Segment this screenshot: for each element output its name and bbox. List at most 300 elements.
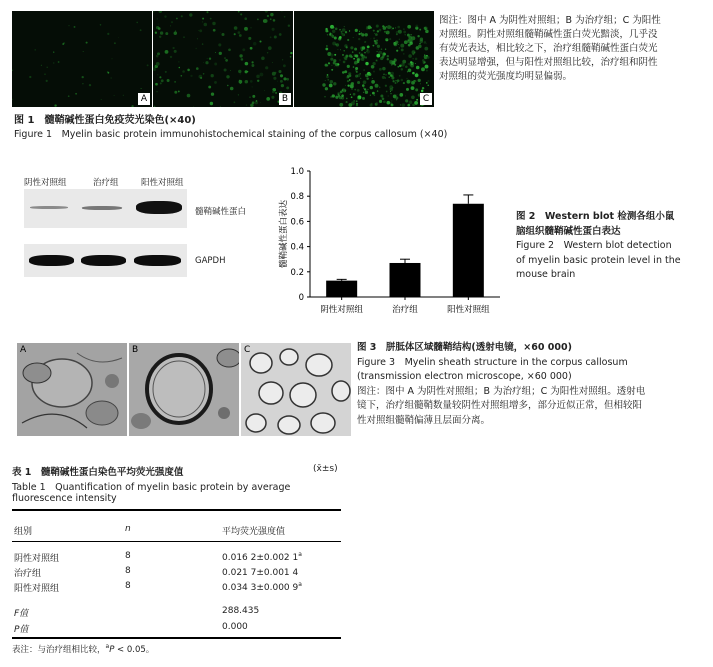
fluorescence-speck [413,80,415,82]
fluorescence-speck [352,51,353,52]
fluorescence-speck [353,58,355,60]
table-cell: 阳性对照组 [14,584,60,594]
fluorescence-speck [178,61,179,62]
fluorescence-speck [413,58,414,59]
fluorescence-speck [396,97,399,100]
fluorescence-speck [400,44,404,48]
fluorescence-speck [363,88,364,89]
fluorescence-speck [428,85,429,86]
fluorescence-speck [234,26,238,30]
fluorescence-speck [82,83,83,84]
fluorescence-speck [332,27,334,29]
fluorescence-speck [47,67,48,68]
fluorescence-speck [159,76,161,78]
table-header: 平均荧光强度值 [222,527,286,537]
fluorescence-speck [364,70,365,71]
fluorescence-speck [379,68,382,71]
note-line: 图注：图中 A 为阴性对照组；B 为治疗组；C 为阳性 [439,15,661,26]
fluorescence-speck [288,24,290,26]
fluorescence-speck [196,67,199,70]
fluorescence-speck [53,51,54,52]
fluorescence-speck [197,38,198,39]
fluorescence-speck [221,33,224,36]
blot-mbp-strip [24,189,187,228]
fluorescence-speck [160,31,163,34]
fluorescence-speck [347,80,349,82]
fluorescence-speck [410,80,412,82]
fluorescence-speck [240,73,241,74]
significance-mark: a [298,581,302,588]
fluorescence-speck [248,37,251,40]
fluorescence-speck [370,27,372,29]
fluorescence-speck [54,104,56,106]
fluorescence-speck [161,79,164,82]
fluorescence-speck [246,104,247,105]
fluorescence-speck [241,58,244,61]
fluorescence-speck [278,70,281,73]
fluorescence-speck [389,76,390,77]
fluorescence-speck [396,99,397,100]
fluorescence-speck [264,19,268,23]
fluorescence-speck [238,70,241,73]
panel-label: A [20,345,27,355]
fluorescence-speck [427,56,430,59]
fluorescence-speck [35,49,36,50]
fluorescence-speck [364,88,366,90]
fluorescence-speck [399,93,403,97]
fluorescence-speck [365,56,367,58]
table-cell: 治疗组 [14,569,42,579]
fluorescence-speck [349,54,352,57]
caption-line: mouse brain [516,269,576,280]
fluorescence-speck [68,95,70,97]
fluorescence-speck [342,28,346,32]
fluorescence-speck [415,88,418,91]
fluorescence-speck [395,82,397,84]
fluorescence-speck [107,33,109,35]
fluorescence-speck [392,28,394,30]
fluorescence-speck [165,32,168,35]
fluorescence-speck [264,90,265,91]
fluorescence-speck [407,104,410,107]
fluorescence-speck [412,50,416,54]
fluorescence-speck [365,91,368,94]
fluorescence-speck [391,29,392,30]
fluorescence-speck [377,30,379,32]
fluorescence-speck [325,29,328,32]
footnote-text: < 0.05。 [114,645,155,655]
fluorescence-speck [82,76,84,78]
fluorescence-speck [245,80,248,83]
fluorescence-speck [375,59,377,61]
blot-band [29,255,74,266]
fluorescence-speck [401,48,404,51]
fluorescence-speck [373,45,375,47]
fluorescence-speck [416,72,417,73]
fluorescence-speck [412,104,415,107]
fluorescence-speck [242,48,245,51]
fluorescence-speck [349,30,350,31]
fluorescence-speck [375,33,378,36]
bar [453,204,484,297]
fluorescence-speck [374,94,376,96]
fluorescence-speck [228,48,231,51]
fluorescence-speck [349,74,352,77]
panel-label: B [279,93,291,105]
fluorescence-speck [147,64,149,66]
fluorescence-speck [383,100,386,103]
table-cell: 阴性对照组 [14,554,60,564]
fluorescence-speck [403,53,404,54]
fluorescence-speck [239,54,242,57]
caption-line: of myelin basic protein level in the [516,254,681,266]
table-footnote [12,643,154,655]
panel-label: B [132,345,139,355]
table-title-en: fluorescence intensity [12,493,117,504]
fluorescence-speck [230,87,234,91]
fluorescence-speck [396,50,398,52]
fluorescence-speck [230,70,231,71]
fluorescence-speck [247,30,248,31]
fluorescence-speck [356,104,358,106]
bar [326,281,357,297]
fluorescence-speck [385,74,387,76]
fluorescence-speck [350,84,354,88]
fluorescence-speck [353,66,355,68]
fluorescence-speck [280,74,283,77]
fluorescence-speck [325,48,328,51]
fluorescence-speck [219,52,222,55]
fluorescence-speck [172,47,174,49]
y-tick-label: 0.6 [290,217,304,228]
fluorescence-speck [239,34,242,37]
fluorescence-speck [397,66,399,68]
fluorescence-speck [346,76,349,79]
fluorescence-speck [187,94,191,98]
fluorescence-speck [366,77,368,79]
fluorescence-speck [361,57,365,61]
fluorescence-speck [335,66,336,67]
fluorescence-speck [282,59,283,60]
fluorescence-speck [394,64,396,66]
fluorescence-speck [101,99,102,100]
fluorescence-speck [330,58,333,61]
fluorescence-speck [373,37,375,39]
fluorescence-speck [387,101,391,105]
fluorescence-speck [403,28,405,30]
fluorescence-speck [187,69,190,72]
fluorescence-speck [390,102,392,104]
fluorescence-speck [357,57,361,61]
table-stat-label: P值 [14,625,29,635]
fluorescence-speck [415,58,418,61]
fluorescence-speck [332,30,335,33]
fluorescence-speck [415,25,418,28]
fluorescence-speck [366,26,368,28]
fluorescence-speck [53,62,54,63]
fluorescence-speck [365,62,368,65]
fluorescence-speck [390,91,391,92]
fluorescence-speck [347,65,350,68]
fluorescence-speck [344,44,347,47]
fluorescence-speck [322,83,325,86]
fluorescence-speck [371,65,375,69]
caption-line: 镜下，治疗组髓鞘数量较阴性对照组增多，部分近似正常，但相较阳 [357,400,643,411]
fluorescence-speck [170,25,171,26]
fluorescence-speck [156,62,160,66]
fluorescence-speck [339,103,343,107]
fluorescence-speck [167,79,170,82]
fluorescence-speck [273,88,274,89]
fluorescence-speck [355,67,358,70]
fluorescence-speck [381,48,383,50]
fluorescence-speck [165,71,167,73]
fluorescence-speck [386,33,387,34]
fluorescence-speck [343,57,345,59]
fluorescence-speck [202,21,203,22]
fluorescence-speck [131,105,133,107]
fluorescence-speck [412,72,415,75]
figure1-note [439,14,707,84]
fluorescence-speck [251,64,254,67]
fluorescence-speck [390,93,391,94]
fluorescence-speck [178,90,180,92]
fluorescence-speck [275,92,277,94]
fluorescence-speck [189,13,192,16]
fluorescence-speck [399,75,401,77]
fluorescence-speck [351,96,353,98]
fluorescence-speck [400,104,401,105]
fluorescence-speck [240,83,241,84]
em-panel-c [241,343,351,436]
fluorescence-speck [271,96,274,99]
fluorescence-speck [387,25,391,29]
fluorescence-speck [339,96,342,99]
fluorescence-speck [397,82,398,83]
fluorescence-speck [343,61,346,64]
fluorescence-speck [357,97,359,99]
fluorescence-speck [330,53,333,56]
fluorescence-speck [324,96,325,97]
fluorescence-speck [283,77,286,80]
fluorescence-speck [165,50,169,54]
fluorescence-speck [395,27,396,28]
fluorescence-speck [367,46,370,49]
fluorescence-speck [334,54,336,56]
fluorescence-speck [154,106,155,107]
fluorescence-speck [427,80,429,82]
fluorescence-speck [272,91,275,94]
table-cell [222,551,302,563]
fluorescence-speck [411,86,415,90]
fluorescence-speck [214,81,217,84]
fluorescence-speck [344,70,347,73]
fluorescence-speck [367,89,368,90]
fluorescence-speck [114,42,116,44]
fluorescence-speck [279,33,282,36]
fluorescence-speck [419,43,420,44]
fluorescence-speck [345,90,346,91]
fluorescence-speck [416,66,420,70]
fluorescence-speck [220,106,221,107]
fluorescence-speck [69,25,70,26]
fluorescence-speck [398,44,399,45]
blot-label-gapdh: GAPDH [195,256,226,266]
fluorescence-speck [370,86,373,89]
fluorescence-speck [171,21,173,23]
fluorescence-speck [387,58,389,60]
fluorescence-speck [226,75,229,78]
fluorescence-speck [376,40,378,42]
fluorescence-speck [355,54,358,57]
fluorescence-speck [259,73,263,77]
fluorescence-speck [358,38,360,40]
fluorescence-speck [333,35,334,36]
fluorescence-speck [249,97,250,98]
blot-band [82,206,122,210]
fluorescence-speck [259,40,261,42]
fluorescence-speck [374,33,375,34]
fluorescence-speck [407,25,411,29]
fluorescence-speck [290,56,292,58]
fluorescence-speck [395,80,396,81]
fluorescence-speck [270,13,273,16]
fluorescence-speck [209,58,211,60]
fluorescence-speck [224,57,226,59]
fluorescence-speck [327,79,329,81]
fluorescence-speck [407,34,410,37]
fluorescence-speck [349,79,350,80]
fluorescence-speck [280,80,283,83]
fluorescence-speck [12,99,13,100]
fluorescence-speck [333,82,336,85]
fluorescence-speck [272,72,276,76]
fluorescence-speck [377,90,378,91]
fluorescence-speck [359,52,361,54]
figure1-caption-cn: 图 1 髓鞘碱性蛋白免疫荧光染色(×40) [14,115,196,126]
fluorescence-speck [385,85,387,87]
fluorescence-speck [157,52,160,55]
x-tick-label: 阳性对照组 [447,305,490,315]
fluorescence-speck [339,29,341,31]
caption-line: 图 3 胼胝体区域髓鞘结构(透射电镜，×60 000) [357,342,572,353]
fluorescence-speck [408,54,412,58]
fluorescence-speck [170,56,172,58]
fluorescence-speck [421,67,425,71]
fluorescence-speck [190,75,192,77]
table-header-rule [12,541,341,542]
fluorescence-speck [357,81,360,84]
fluorescence-speck [265,11,268,13]
fluorescence-speck [176,18,178,20]
fluorescence-speck [205,61,208,64]
fluorescence-speck [140,29,142,31]
fluorescence-speck [391,76,394,79]
fluorescence-speck [284,16,286,18]
fluorescence-speck [343,50,344,51]
cell-value: 0.016 2±0.002 1 [222,553,299,563]
fluorescence-speck [420,38,423,41]
fluorescence-speck [202,18,204,20]
fluorescence-speck [426,70,428,72]
fluorescence-speck [211,74,214,77]
table-cell [222,566,298,578]
caption-line: 脑组织髓鞘碱性蛋白表达 [516,225,621,237]
fluorescence-speck [155,32,157,34]
fluorescence-speck [268,46,272,50]
blot-gapdh-strip [24,244,187,277]
figure3-caption [357,341,645,428]
fluorescence-speck [370,95,371,96]
fluorescence-speck [358,33,360,35]
fluorescence-speck [158,24,159,25]
fluorescence-speck [338,37,341,40]
fluorescence-speck [250,103,254,107]
fluorescence-speck [260,102,261,103]
fluorescence-speck [380,57,383,60]
fluorescence-speck [335,44,337,46]
fluorescence-speck [89,84,91,86]
fluorescence-speck [376,25,379,28]
fluorescence-speck [339,60,340,61]
blot-label-mbp: 髓鞘碱性蛋白 [195,207,247,217]
fluorescence-speck [193,106,194,107]
fluorescence-speck [345,85,346,86]
fluorescence-speck [391,100,392,101]
fluorescence-speck [422,87,424,89]
fluorescence-speck [391,64,393,66]
fluorescence-speck [266,97,270,101]
fluorescence-speck [424,61,426,63]
table-cell: 8 [125,566,131,576]
fluorescence-speck [373,71,375,73]
x-tick-label: 治疗组 [392,305,418,315]
fluorescence-speck [114,95,115,96]
fluorescence-speck [341,31,343,33]
fluorescence-speck [245,62,249,66]
fluorescence-speck [328,62,330,64]
fluorescence-speck [385,38,388,41]
fluorescence-speck [225,59,228,62]
fluorescence-speck [234,33,236,35]
fluorescence-speck [326,45,328,47]
fluorescence-speck [203,62,204,63]
table-cell: 8 [125,581,131,591]
fluorescence-speck [410,34,411,35]
y-tick-label: 0 [298,293,304,303]
fluorescence-speck [404,40,408,44]
fluorescence-speck [212,22,215,25]
fluorescence-panel-b [153,11,293,107]
fluorescence-speck [62,43,64,45]
fluorescence-speck [426,82,428,84]
fluorescence-speck [377,51,378,52]
fluorescence-speck [354,48,357,51]
caption-line: (transmission electron microscope, ×60 000) [357,371,572,382]
fluorescence-speck [353,93,356,96]
significance-mark: a [298,551,302,558]
fluorescence-speck [344,26,345,27]
fluorescence-speck [346,98,348,100]
fluorescence-speck [156,91,157,92]
fluorescence-speck [401,68,403,70]
fluorescence-speck [379,100,382,103]
table-stat-label: F值 [14,609,29,619]
fluorescence-speck [174,91,177,94]
fluorescence-speck [342,54,344,56]
fluorescence-speck [388,95,389,96]
fluorescence-speck [200,77,202,79]
